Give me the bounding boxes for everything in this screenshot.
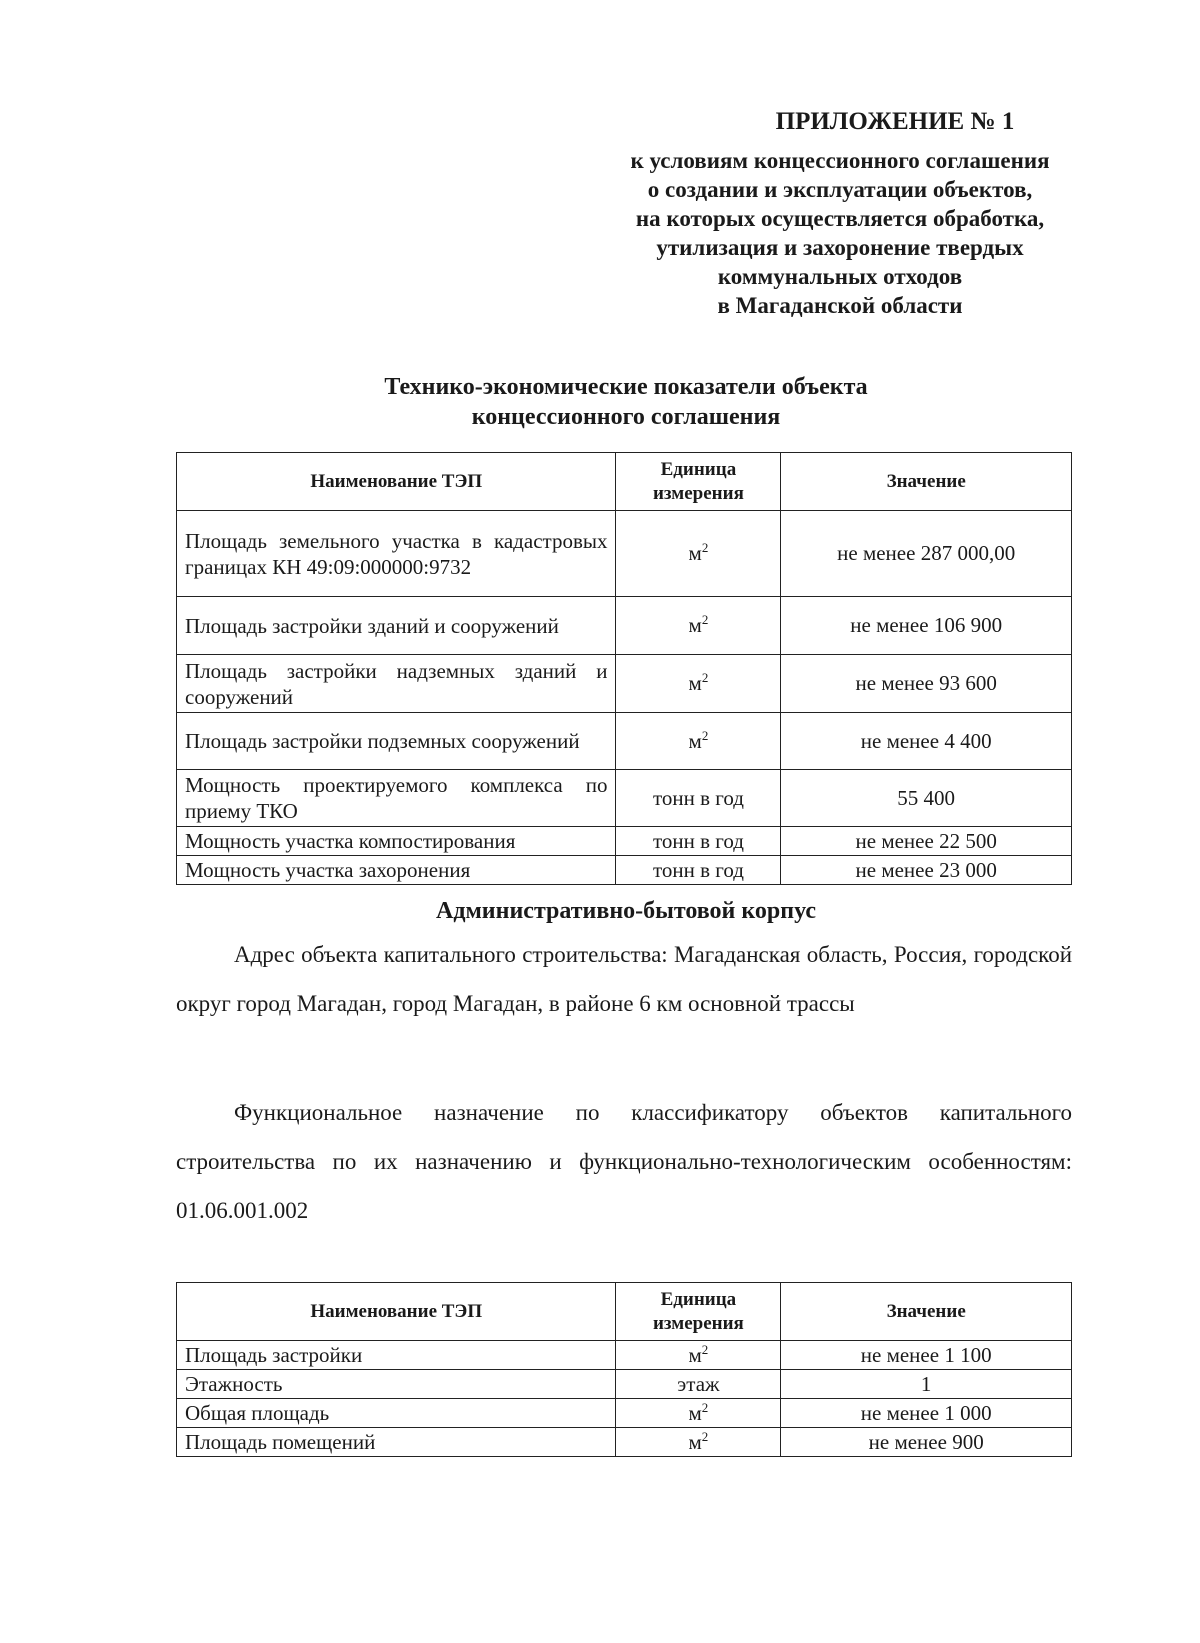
- address-paragraph: Адрес объекта капитального строительства: Магаданская область, Россия, городской округ город Магадан, город Магадан, в районе 6 км основной трассы: [176, 942, 1072, 1016]
- unit-text: этаж: [677, 1371, 720, 1396]
- unit-text: м: [688, 1429, 702, 1454]
- unit-sup: 2: [701, 1341, 709, 1357]
- appendix-title: ПРИЛОЖЕНИЕ № 1: [775, 108, 1015, 135]
- unit-text: м: [688, 1400, 702, 1425]
- table-header-row: [177, 1283, 1072, 1341]
- unit-sup: 2: [701, 670, 709, 685]
- row-unit: [616, 1370, 781, 1399]
- table-row: [177, 827, 1072, 856]
- unit-text: м: [688, 541, 702, 565]
- appendix-line: к условиям концессионного соглашения: [630, 148, 1050, 173]
- row-value: не менее 22 500: [781, 827, 1072, 856]
- row-unit: [616, 597, 781, 655]
- unit-sup: 2: [701, 727, 709, 743]
- row-unit: [616, 713, 781, 770]
- header-unit: Единица измерения: [616, 453, 781, 511]
- tep-title: [176, 372, 1076, 432]
- row-value: не менее 4 400: [781, 713, 1072, 770]
- appendix-line: о создании и эксплуатации объектов,: [647, 177, 1033, 202]
- header-value: Значение: [781, 1283, 1072, 1341]
- unit-text: м: [688, 728, 702, 753]
- table-row: [177, 1399, 1072, 1428]
- row-name: Площадь застройки подземных сооружений: [177, 713, 616, 770]
- row-name: Этажность: [177, 1370, 616, 1399]
- row-name: Площадь земельного участка в кадастровых границах КН 49:09:000000:9732: [177, 511, 616, 597]
- appendix-line: коммунальных отходов: [717, 264, 963, 289]
- table-header-row: [177, 453, 1072, 511]
- row-name: Мощность участка захоронения: [177, 856, 616, 885]
- appendix-line: в Магаданской области: [717, 293, 963, 318]
- row-unit: [616, 1399, 781, 1428]
- row-value: не менее 1 000: [781, 1399, 1072, 1428]
- appendix-line: утилизация и захоронение твердых: [656, 235, 1024, 260]
- row-value: 55 400: [781, 770, 1072, 827]
- header-name: Наименование ТЭП: [177, 1283, 616, 1341]
- row-name: Мощность проектируемого комплекса по приему ТКО: [177, 770, 616, 827]
- unit-text: м: [688, 1342, 702, 1367]
- row-value: не менее 23 000: [781, 856, 1072, 885]
- row-value: не менее 93 600: [781, 655, 1072, 713]
- section-title: Административно-бытовой корпус: [435, 898, 816, 924]
- purpose-paragraph: Функциональное назначение по классификатору объектов капитального строительства по их назначению и функционально-технологическим особенностям: 01.06.001.002: [176, 1100, 1072, 1223]
- row-name: Площадь застройки: [177, 1341, 616, 1370]
- row-name: Мощность участка компостирования: [177, 827, 616, 856]
- row-value: не менее 1 100: [781, 1341, 1072, 1370]
- row-value: не менее 900: [781, 1428, 1072, 1457]
- row-unit: [616, 655, 781, 713]
- table-row: [177, 713, 1072, 770]
- row-name: Площадь застройки зданий и сооружений: [177, 597, 616, 655]
- table-row: [177, 655, 1072, 713]
- unit-sup: 2: [701, 540, 709, 555]
- table-row: [177, 1428, 1072, 1457]
- table-row: [177, 770, 1072, 827]
- row-name: Общая площадь: [177, 1399, 616, 1428]
- row-value: 1: [781, 1370, 1072, 1399]
- table-row: [177, 511, 1072, 597]
- table-row: [177, 856, 1072, 885]
- unit-text: м: [688, 613, 702, 637]
- row-value: не менее 106 900: [781, 597, 1072, 655]
- unit-sup: 2: [701, 1428, 709, 1444]
- tep-title-line: Технико-экономические показатели объекта: [384, 374, 868, 400]
- row-unit: [616, 827, 781, 856]
- header-unit: Единица измерения: [616, 1283, 781, 1341]
- appendix-line: на которых осуществляется обработка,: [635, 206, 1045, 231]
- header-value: Значение: [781, 453, 1072, 511]
- row-name: Площадь помещений: [177, 1428, 616, 1457]
- row-unit: [616, 1428, 781, 1457]
- unit-sup: 2: [701, 612, 709, 627]
- row-value: не менее 287 000,00: [781, 511, 1072, 597]
- table-row: [177, 1370, 1072, 1399]
- tep-table-building: [176, 1282, 1072, 1457]
- unit-sup: 2: [701, 1399, 709, 1415]
- unit-text: тонн в год: [652, 857, 744, 882]
- tep-title-line: концессионного соглашения: [471, 404, 781, 430]
- unit-text: тонн в год: [652, 785, 744, 810]
- unit-text: тонн в год: [652, 828, 744, 853]
- header-name: Наименование ТЭП: [177, 453, 616, 511]
- tep-table: [176, 452, 1072, 885]
- unit-text: м: [688, 671, 702, 695]
- row-unit: [616, 770, 781, 827]
- table-row: [177, 597, 1072, 655]
- table-row: [177, 1341, 1072, 1370]
- row-unit: [616, 856, 781, 885]
- row-unit: [616, 1341, 781, 1370]
- appendix-header: [560, 108, 1120, 320]
- row-name: Площадь застройки надземных зданий и сооружений: [177, 655, 616, 713]
- row-unit: [616, 511, 781, 597]
